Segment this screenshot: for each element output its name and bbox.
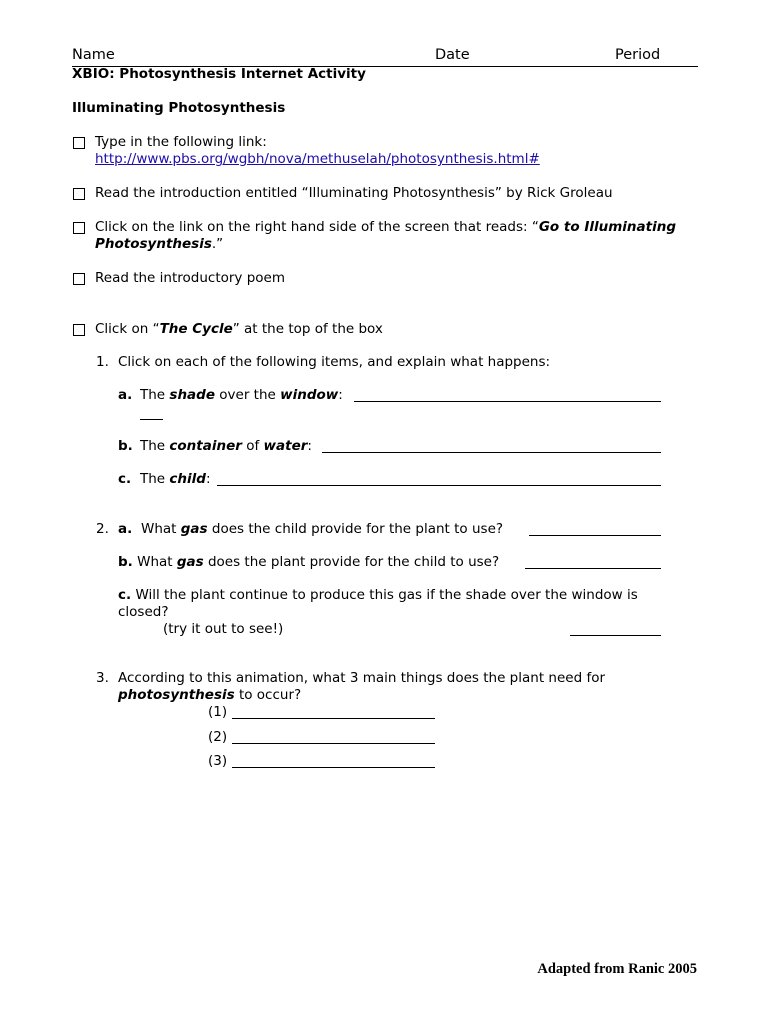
period-label: Period (615, 47, 661, 63)
checkbox-step-4[interactable] (73, 273, 85, 285)
q1a-letter: a. (118, 387, 133, 403)
q3-item-2-line[interactable] (232, 743, 435, 744)
q2a-answer-line[interactable] (529, 535, 661, 536)
q3-item-1-number: (1) (208, 704, 228, 720)
checkbox-step-5[interactable] (73, 324, 85, 336)
q1-number: 1. (96, 354, 109, 370)
q2c-line-2: closed? (118, 604, 169, 620)
step-5-text (95, 321, 383, 338)
q2a-post: does the child provide for the plant to use? (207, 521, 504, 537)
step-5-pre: Click on “ (95, 321, 160, 337)
date-label: Date (435, 47, 470, 63)
step-1-text: Type in the following link: (95, 134, 267, 150)
q2-number: 2. (96, 521, 109, 537)
q3-line-2 (118, 687, 301, 704)
q2b-answer-line[interactable] (525, 568, 661, 569)
q1a-answer-line-cont[interactable] (140, 419, 163, 420)
q2a-letter: a. (118, 521, 133, 537)
step-3-em-1: Go to Illuminating (538, 219, 676, 235)
q1b-letter: b. (118, 438, 133, 454)
step-3-em-2: Photosynthesis (95, 236, 212, 252)
q1a-text (140, 387, 343, 404)
q2b-pre: What (137, 554, 177, 570)
q1c-the: The (140, 471, 170, 487)
q1c-colon: : (205, 471, 211, 487)
q3-number: 3. (96, 670, 109, 686)
q2b-letter: b. (118, 554, 133, 570)
step-3-line-1 (95, 219, 676, 236)
q1b-colon: : (307, 438, 312, 454)
q2c-line-1-text: Will the plant continue to produce this gas if the shade over the window is (135, 587, 638, 603)
q2b-post: does the plant provide for the child to use? (203, 554, 500, 570)
name-label: Name (72, 47, 115, 63)
course-title: XBIO: Photosynthesis Internet Activity (72, 66, 366, 82)
q2c-letter: c. (118, 587, 132, 603)
q2c-line-3: (try it out to see!) (163, 621, 284, 637)
q3-line-1: According to this animation, what 3 main things does the plant need for (118, 670, 606, 686)
q1c-letter: c. (118, 471, 132, 487)
step-3-post: .” (211, 236, 224, 252)
q1c-answer-line[interactable] (217, 485, 661, 486)
q3-em: photosynthesis (118, 687, 235, 703)
q1b-text (140, 438, 312, 455)
q2b-text (118, 554, 499, 571)
q1b-the: The (140, 438, 170, 454)
q1c-text (140, 471, 211, 488)
q2c-answer-line[interactable] (570, 635, 661, 636)
q1c-em-1: child (169, 471, 206, 487)
q2a-em: gas (180, 521, 208, 537)
q1b-em-2: water (263, 438, 308, 454)
q3-post: to occur? (234, 687, 302, 703)
step-5-em: The Cycle (159, 321, 233, 337)
q3-item-2-number: (2) (208, 729, 228, 745)
step-4-text: Read the introductory poem (95, 270, 285, 286)
footer-credit: Adapted from Ranic 2005 (537, 961, 697, 977)
q3-item-1-line[interactable] (232, 718, 435, 719)
q1a-answer-line[interactable] (354, 401, 661, 402)
checkbox-step-3[interactable] (73, 222, 85, 234)
pbs-link[interactable]: http://www.pbs.org/wgbh/nova/methuselah/photosynthesis.html# (95, 151, 540, 167)
step-3-line-2 (95, 236, 223, 253)
q1a-the: The (140, 387, 170, 403)
q2a-text (141, 521, 503, 538)
q2c-line-1 (118, 587, 638, 604)
q2b-em: gas (176, 554, 204, 570)
q1a-colon: : (338, 387, 343, 403)
step-3-pre: Click on the link on the right hand side of the screen that reads: “ (95, 219, 539, 235)
q1b-mid: of (241, 438, 264, 454)
step-2-text: Read the introduction entitled “Illuminating Photosynthesis” by Rick Groleau (95, 185, 613, 201)
q1a-em-1: shade (169, 387, 215, 403)
q3-item-3-line[interactable] (232, 767, 435, 768)
checkbox-step-2[interactable] (73, 188, 85, 200)
section-title: Illuminating Photosynthesis (72, 100, 286, 116)
q1b-em-1: container (169, 438, 242, 454)
q1-text: Click on each of the following items, and explain what happens: (118, 354, 551, 370)
q1b-answer-line[interactable] (322, 452, 661, 453)
q1a-mid: over the (214, 387, 281, 403)
step-5-post: ” at the top of the box (232, 321, 383, 337)
q1a-em-2: window (280, 387, 339, 403)
q2a-pre: What (141, 521, 181, 537)
q3-item-3-number: (3) (208, 753, 228, 769)
checkbox-step-1[interactable] (73, 137, 85, 149)
